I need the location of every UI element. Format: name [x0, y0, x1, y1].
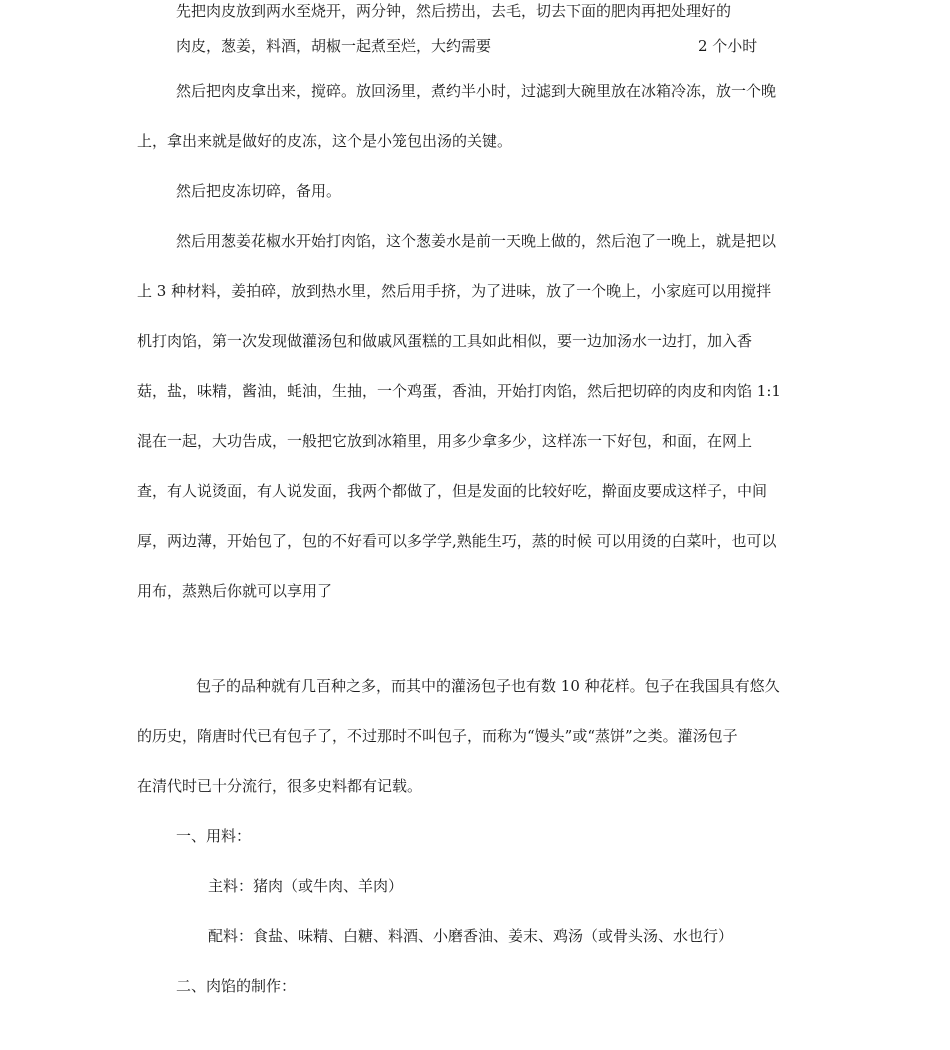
- paragraph-line: 然后用葱姜花椒水开始打肉馅，这个葱姜水是前一天晚上做的，然后泡了一晚上，就是把以: [176, 232, 777, 250]
- paragraph-line: 菇，盐，味精，酱油，蚝油，生抽，一个鸡蛋，香油，开始打肉馅，然后把切碎的肉皮和肉馅 1:1: [137, 382, 781, 400]
- paragraph-line: 包子的品种就有几百种之多，而其中的灌汤包子也有数 10 种花样。包子在我国具有悠久: [196, 677, 780, 695]
- paragraph-line: 厚，两边薄，开始包了，包的不好看可以多学学,熟能生巧，蒸的时候 可以用烫的白菜叶，也可以: [137, 532, 777, 550]
- paragraph-line: 机打肉馅，第一次发现做灌汤包和做戚风蛋糕的工具如此相似，要一边加汤水一边打，加入香: [137, 332, 753, 350]
- paragraph-line: 查，有人说烫面，有人说发面，我两个都做了，但是发面的比较好吃，擀面皮要成这样子，中间: [137, 482, 768, 500]
- paragraph-line: 上，拿出来就是做好的皮冻，这个是小笼包出汤的关键。: [137, 132, 513, 150]
- paragraph-line: 在清代时已十分流行，很多史料都有记载。: [137, 777, 423, 795]
- paragraph-line: 然后把皮冻切碎，备用。: [176, 182, 342, 200]
- paragraph-line: 2 个小时: [698, 37, 758, 55]
- paragraph-line: 的历史，隋唐时代已有包子了，不过那时不叫包子，而称为“馒头”或“蒸饼”之类。灌汤包子: [137, 727, 738, 745]
- paragraph-line: 用布，蒸熟后你就可以享用了: [137, 582, 333, 600]
- section-heading: 一、用料：: [176, 827, 252, 845]
- paragraph-line: 上 3 种材料，姜拍碎，放到热水里，然后用手挤，为了进味，放了一个晚上，小家庭可以用搅拌: [137, 282, 772, 300]
- paragraph-line: 先把肉皮放到两水至烧开，两分钟，然后捞出，去毛，切去下面的肥肉再把处理好的: [176, 2, 732, 20]
- section-heading: 二、肉馅的制作：: [176, 977, 297, 995]
- ingredient-line: 主料：猪肉（或牛肉、羊肉）: [208, 877, 404, 895]
- paragraph-line: 然后把肉皮拿出来，搅碎。放回汤里，煮约半小时，过滤到大碗里放在冰箱冷冻，放一个晚: [176, 82, 777, 100]
- ingredient-line: 配料：食盐、味精、白糖、料酒、小磨香油、姜末、鸡汤（或骨头汤、水也行）: [208, 927, 734, 945]
- paragraph-line: 肉皮，葱姜，料酒，胡椒一起煮至烂，大约需要: [176, 37, 492, 55]
- paragraph-line: 混在一起，大功告成，一般把它放到冰箱里，用多少拿多少，这样冻一下好包，和面，在网上: [137, 432, 753, 450]
